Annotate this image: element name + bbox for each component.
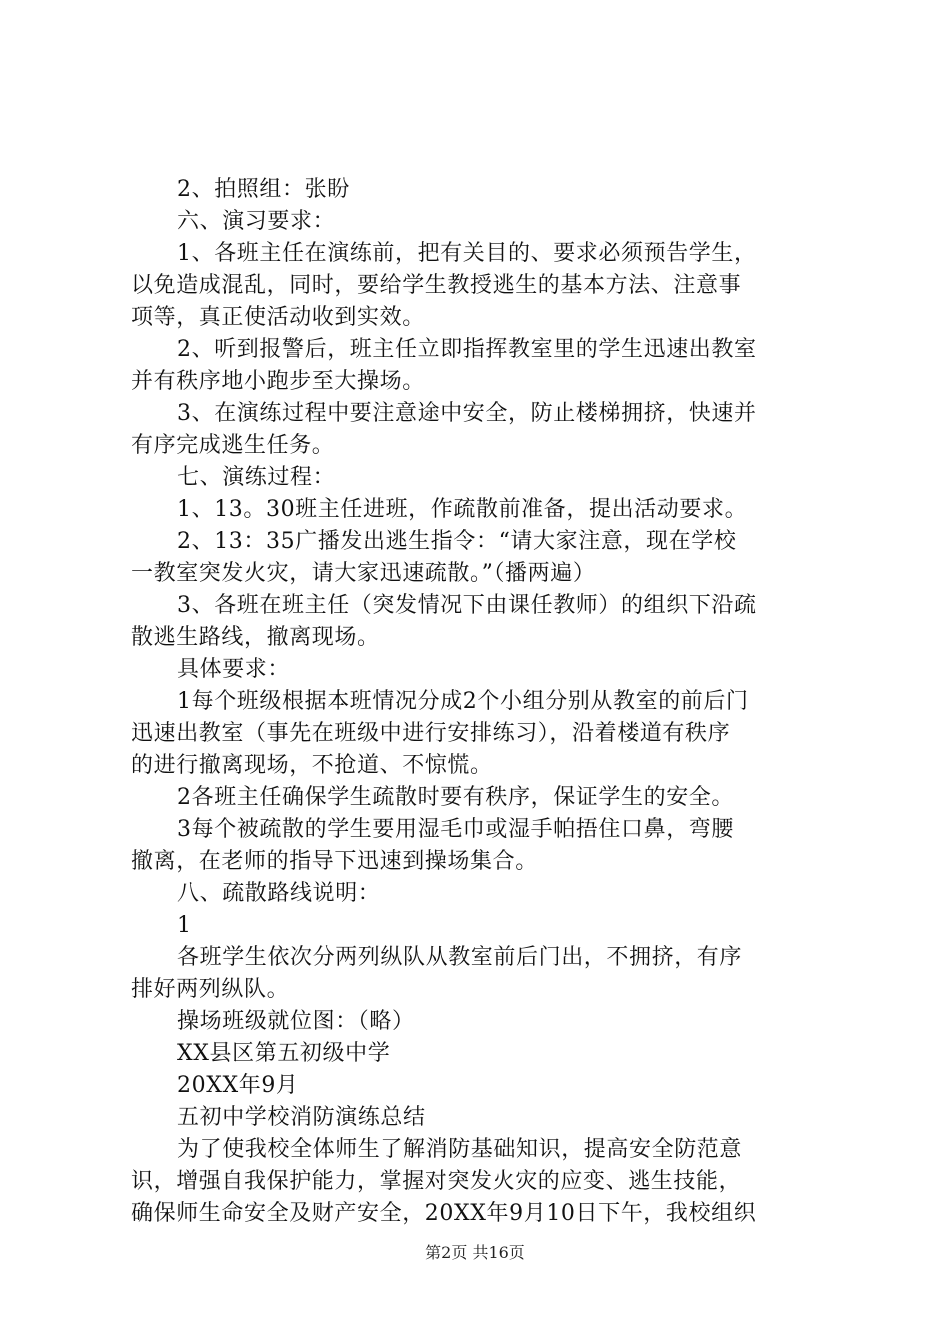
page-footer: 第2页 共16页 xyxy=(425,1243,525,1262)
text-line: 20XX年9月 xyxy=(177,1073,299,1098)
text-line: 以免造成混乱，同时，要给学生教授逃生的基本方法、注意事 xyxy=(131,273,742,298)
text-line: 各班学生依次分两列纵队从教室前后门出，不拥挤，有序 xyxy=(177,945,743,970)
text-line: 的进行撤离现场，不抢道、不惊慌。 xyxy=(131,753,493,778)
text-line: 操场班级就位图：（略） xyxy=(177,1009,415,1034)
text-line: 1 xyxy=(177,913,192,938)
text-line: 七、演练过程： xyxy=(177,465,336,490)
text-line: 3每个被疏散的学生要用湿毛巾或湿手帕捂住口鼻，弯腰 xyxy=(177,817,734,842)
text-line: 1、13。30班主任进班，作疏散前准备，提出活动要求。 xyxy=(177,497,748,522)
text-line: 撤离，在老师的指导下迅速到操场集合。 xyxy=(131,849,538,874)
text-line: 确保师生命安全及财产安全，20XX年9月10日下午，我校组织 xyxy=(131,1201,757,1226)
text-line: 2各班主任确保学生疏散时要有秩序，保证学生的安全。 xyxy=(177,785,734,810)
document-body xyxy=(131,174,831,1230)
text-line: 迅速出教室（事先在班级中进行安排练习），沿着楼道有秩序 xyxy=(131,721,731,746)
text-line: 1每个班级根据本班情况分成2个小组分别从教室的前后门 xyxy=(177,689,749,714)
text-line: 五初中学校消防演练总结 xyxy=(177,1105,426,1130)
text-line: 为了使我校全体师生了解消防基础知识，提高安全防范意 xyxy=(177,1137,743,1162)
text-line: XX县区第五初级中学 xyxy=(177,1041,391,1066)
text-line: 一教室突发火灾，请大家迅速疏散。”（播两遍） xyxy=(131,561,596,586)
text-line: 具体要求： xyxy=(177,657,291,682)
text-line: 3、在演练过程中要注意途中安全，防止楼梯拥挤，快速并 xyxy=(177,401,757,426)
text-line: 有序完成逃生任务。 xyxy=(131,433,335,458)
text-line: 项等，真正使活动收到实效。 xyxy=(131,305,425,330)
text-line: 并有秩序地小跑步至大操场。 xyxy=(131,369,425,394)
text-line: 2、拍照组：张盼 xyxy=(177,177,350,202)
text-line: 2、13：35广播发出逃生指令：“请大家注意，现在学校 xyxy=(177,529,737,554)
text-line: 八、疏散路线说明： xyxy=(177,881,381,906)
text-line: 排好两列纵队。 xyxy=(131,977,290,1002)
text-line: 散逃生路线，撤离现场。 xyxy=(131,625,380,650)
text-line: 2、听到报警后，班主任立即指挥教室里的学生迅速出教室 xyxy=(177,337,757,362)
text-line: 识，增强自我保护能力，掌握对突发火灾的应变、逃生技能， xyxy=(131,1169,742,1194)
text-line: 六、演习要求： xyxy=(177,209,336,234)
text-line: 1、各班主任在演练前，把有关目的、要求必须预告学生， xyxy=(177,241,757,266)
text-line: 3、各班在班主任（突发情况下由课任教师）的组织下沿疏 xyxy=(177,593,757,618)
